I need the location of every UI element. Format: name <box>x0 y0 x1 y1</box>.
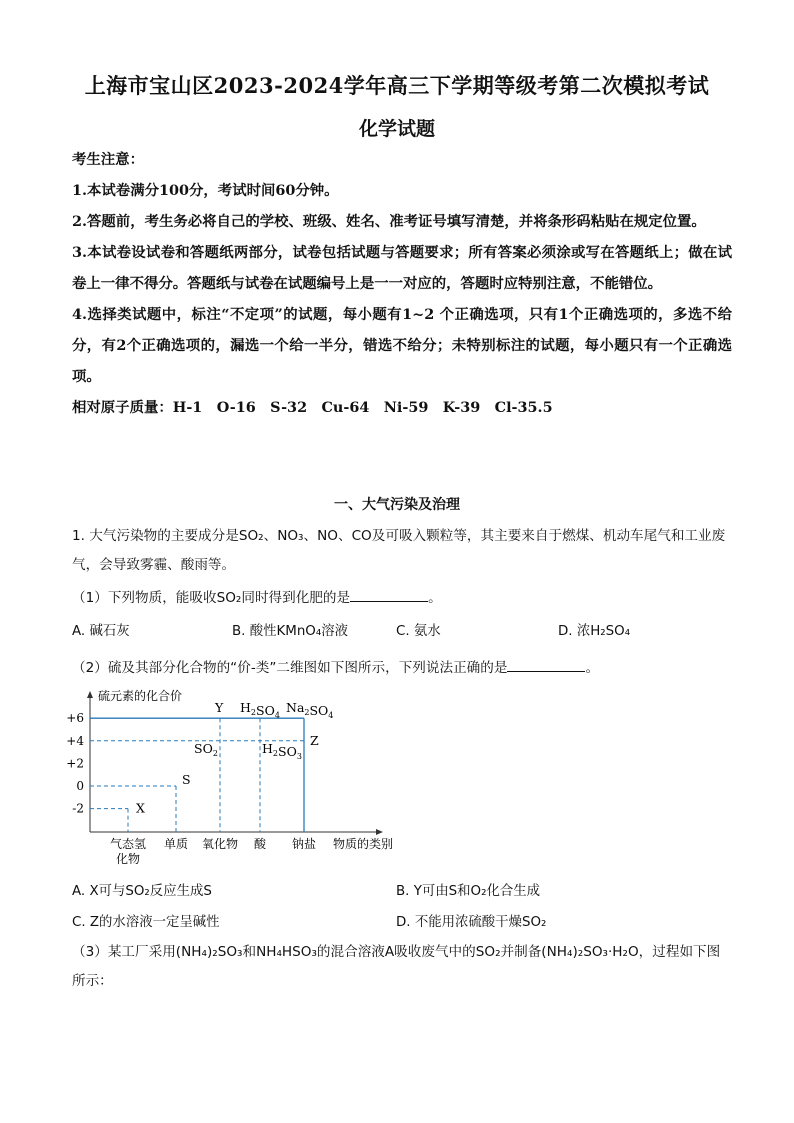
option-a: A. X可与SO₂反应生成S <box>72 884 212 899</box>
sub-question-end: 。 <box>585 660 600 676</box>
point-label: $H_2SO_3$ <box>262 740 302 761</box>
exam-subtitle: 化学试题 <box>358 118 435 140</box>
notes-item: 1.本试卷满分100分，考试时间60分钟。 <box>72 182 339 199</box>
sub-question-stem: （3）某工厂采用(NH₄)₂SO₃和NH₄HSO₃的混合溶液A吸收废气中的SO₂并制备(NH₄)₂SO₃·H₂O，过程如下图所示： <box>72 944 721 989</box>
y-tick-label: 0 <box>76 779 84 793</box>
exam-notes <box>72 144 732 423</box>
y-tick-label: +6 <box>66 711 84 726</box>
sub-question-1 <box>72 584 732 613</box>
option-c: C. 氨水 <box>396 624 441 639</box>
valence-class-chart <box>66 686 420 866</box>
section-title: 一、大气污染及治理 <box>334 497 460 513</box>
x-tick-label: 化物 <box>115 852 141 866</box>
question-1 <box>72 522 732 613</box>
notes-item: 4.选择类试题中，标注“不定项”的试题，每小题有1~2 个正确选项，只有1个正确选项的，多选不给分，有2个正确选项的，漏选一个给一半分，错选不给分；未特别标注的试题，每小题只有一个正确选项。 <box>72 306 732 385</box>
point-label: Z <box>310 732 319 748</box>
option-b: B. Y可由S和O₂化合生成 <box>396 884 541 899</box>
x-tick-label: 单质 <box>163 837 189 851</box>
notes-heading: 考生注意： <box>72 151 144 168</box>
sub-question-end: 。 <box>428 590 442 606</box>
answer-blank[interactable] <box>507 657 585 672</box>
x-tick-label: 氧化物 <box>201 837 239 851</box>
x-tick-label: 钠盐 <box>291 837 317 851</box>
sub-question-stem: （1）下列物质，能吸收SO₂同时得到化肥的是 <box>72 590 351 606</box>
y-tick-label: -2 <box>72 801 84 816</box>
notes-item: 3.本试卷设试卷和答题纸两部分，试卷包括试题与答题要求；所有答案必须涂或写在答题纸上；做在试卷上一律不得分。答题纸与试卷在试题编号上是一一对应的，答题时应特别注意，不能错位。 <box>72 244 732 292</box>
point-label: $H_2SO_4$ <box>240 700 280 721</box>
option-d: D. 浓H₂SO₄ <box>558 624 631 639</box>
option-c: C. Z的水溶液一定呈碱性 <box>72 915 220 930</box>
option-b: B. 酸性KMnO₄溶液 <box>232 624 348 639</box>
sub-question-2 <box>72 654 732 683</box>
point-label: S <box>182 772 191 787</box>
y-tick-label: +4 <box>66 733 84 748</box>
x-axis-label: 物质的类别 <box>333 837 394 851</box>
answer-blank[interactable] <box>350 587 428 602</box>
y-tick-label: +2 <box>66 756 84 771</box>
x-tick-label: 酸 <box>253 837 267 851</box>
point-label: $SO_2$ <box>194 740 218 758</box>
option-d: D. 不能用浓硫酸干燥SO₂ <box>396 915 547 930</box>
notes-item: 2.答题前，考生务必将自己的学校、班级、姓名、准考证号填写清楚，并将条形码粘贴在规定位置。 <box>72 213 706 230</box>
option-a: A. 碱石灰 <box>72 624 130 639</box>
exam-title: 上海市宝山区2023-2024学年高三下学期等级考第二次模拟考试 <box>84 73 710 98</box>
sub-question-stem: （2）硫及其部分化合物的“价-类”二维图如下图所示，下列说法正确的是 <box>72 660 508 676</box>
point-label: X <box>136 800 145 816</box>
question-intro: 1. 大气污染物的主要成分是SO₂、NO₃、NO、CO及可吸入颗粒等，其主要来自于燃煤、机动车尾气和工业废气，会导致雾霾、酸雨等。 <box>72 528 726 573</box>
x-tick-label: 气态氢 <box>109 837 147 851</box>
point-label: $Na_2SO_4$ <box>286 700 334 721</box>
atomic-masses: 相对原子质量：H-1 O-16 S-32 Cu-64 Ni-59 K-39 Cl-35.5 <box>72 399 553 416</box>
sub-question-3 <box>72 938 732 996</box>
point-label: Y <box>215 700 224 716</box>
y-axis-label: 硫元素的化合价 <box>98 689 183 703</box>
